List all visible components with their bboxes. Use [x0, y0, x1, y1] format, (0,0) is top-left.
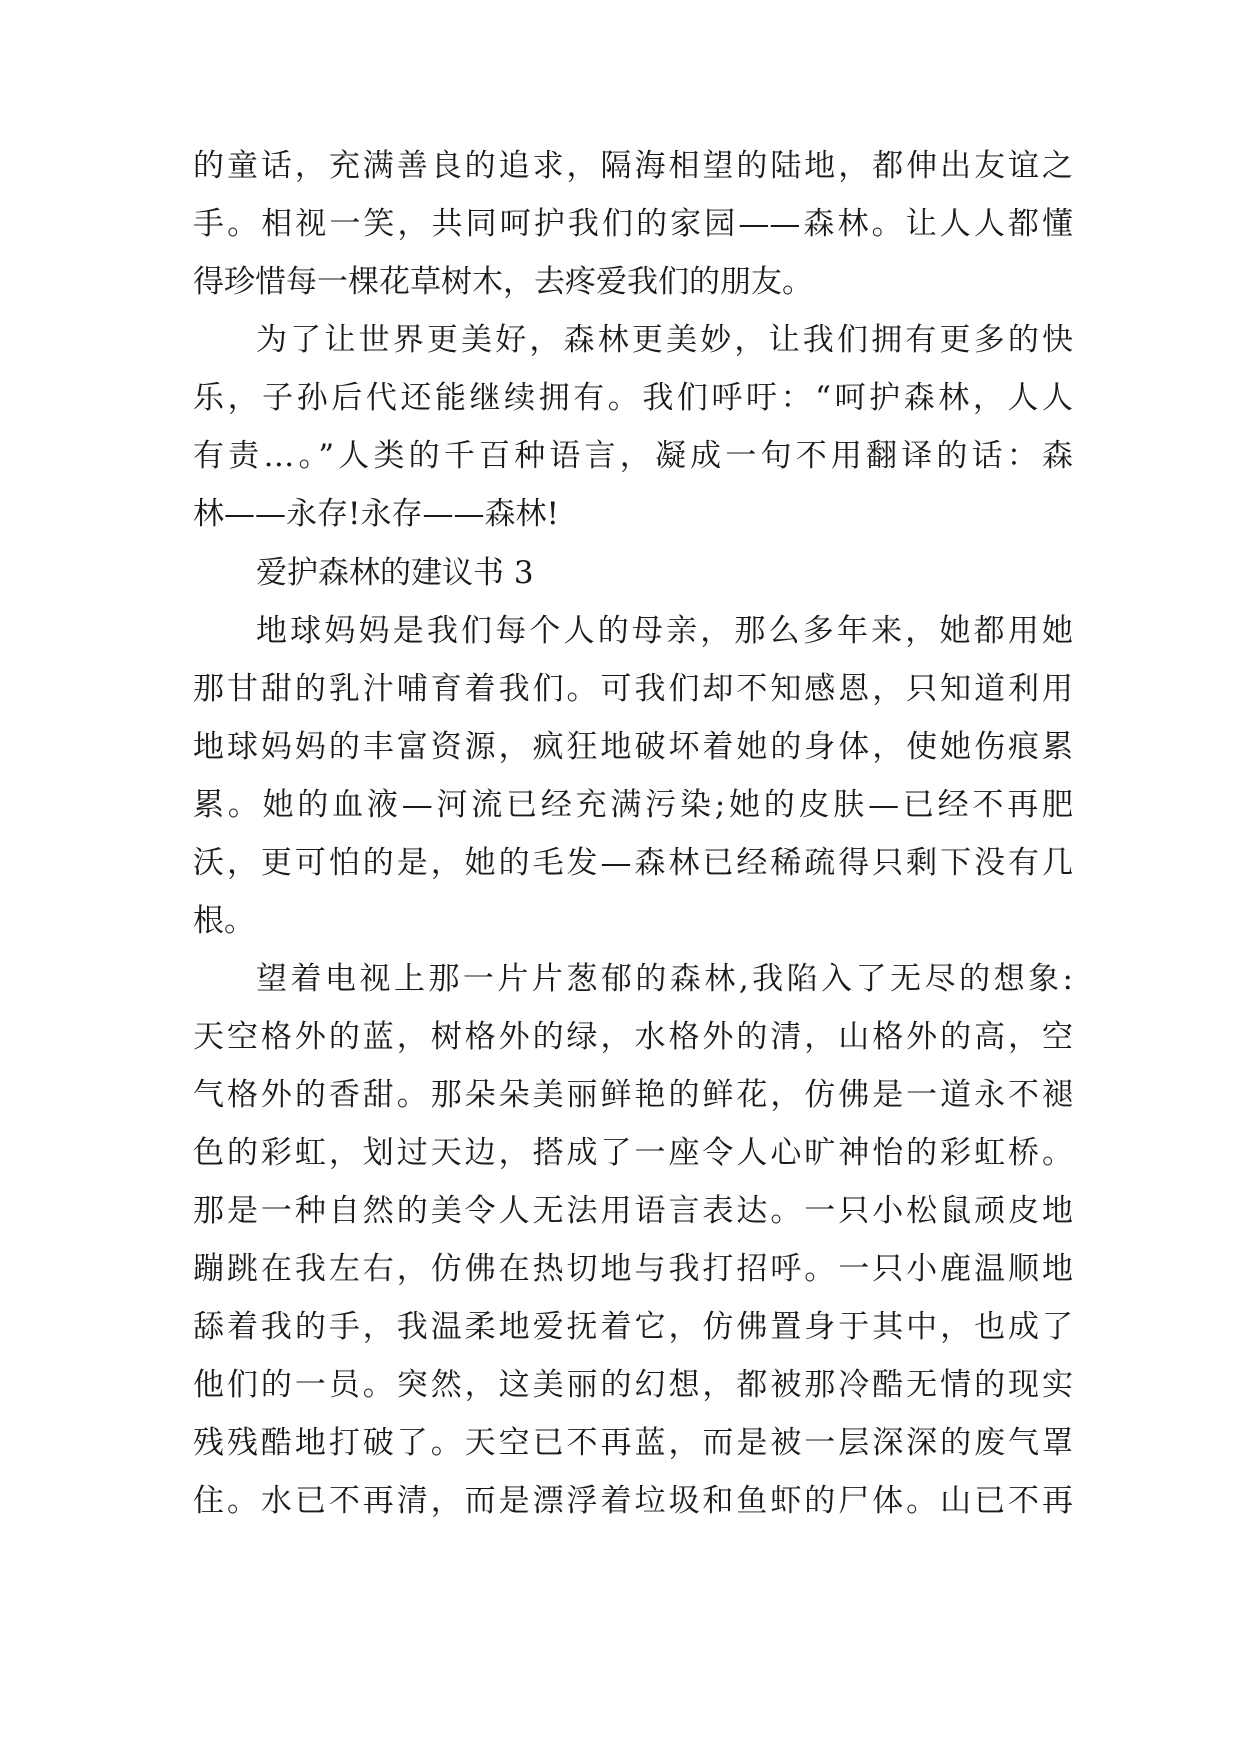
text-line: 地球妈妈的丰富资源，疯狂地破坏着她的身体，使她伤痕累	[193, 729, 1073, 765]
text-line: 残残酷地打破了。天空已不再蓝，而是被一层深深的废气罩	[193, 1425, 1073, 1461]
text-line: 住。水已不再清，而是漂浮着垃圾和鱼虾的尸体。山已不再	[193, 1483, 1073, 1519]
section-heading: 爱护森林的建议书 3	[256, 555, 534, 591]
text-line: 那甘甜的乳汁哺育着我们。可我们却不知感恩，只知道利用	[193, 671, 1073, 707]
text-line: 林——永存!永存——森林!	[193, 496, 559, 532]
text-line: 天空格外的蓝，树格外的绿，水格外的清，山格外的高，空	[193, 1019, 1073, 1055]
text-line: 为了让世界更美好，森林更美妙，让我们拥有更多的快	[256, 322, 1073, 358]
text-line: 气格外的香甜。那朵朵美丽鲜艳的鲜花，仿佛是一道永不褪	[193, 1077, 1073, 1113]
text-line: 沃，更可怕的是，她的毛发—森林已经稀疏得只剩下没有几	[193, 845, 1073, 881]
text-line: 得珍惜每一棵花草树木，去疼爱我们的朋友。	[193, 264, 813, 300]
text-line: 舔着我的手，我温柔地爱抚着它，仿佛置身于其中，也成了	[193, 1309, 1073, 1345]
text-line: 那是一种自然的美令人无法用语言表达。一只小松鼠顽皮地	[193, 1193, 1073, 1229]
text-line: 根。	[193, 903, 255, 939]
text-line: 有责…。”人类的千百种语言，凝成一句不用翻译的话：森	[193, 438, 1073, 474]
text-line: 的童话，充满善良的追求，隔海相望的陆地，都伸出友谊之	[193, 148, 1073, 184]
text-line: 累。她的血液—河流已经充满污染;她的皮肤—已经不再肥	[193, 787, 1073, 823]
text-line: 蹦跳在我左右，仿佛在热切地与我打招呼。一只小鹿温顺地	[193, 1251, 1073, 1287]
text-line: 地球妈妈是我们每个人的母亲，那么多年来，她都用她	[256, 613, 1073, 649]
text-line: 色的彩虹，划过天边，搭成了一座令人心旷神怡的彩虹桥。	[193, 1135, 1073, 1171]
text-line: 手。相视一笑，共同呵护我们的家园——森林。让人人都懂	[193, 206, 1073, 242]
text-line: 望着电视上那一片片葱郁的森林,我陷入了无尽的想象:	[256, 961, 1073, 997]
text-line: 乐，子孙后代还能继续拥有。我们呼吁：“呵护森林，人人	[193, 380, 1073, 416]
text-line: 他们的一员。突然，这美丽的幻想，都被那冷酷无情的现实	[193, 1367, 1073, 1403]
